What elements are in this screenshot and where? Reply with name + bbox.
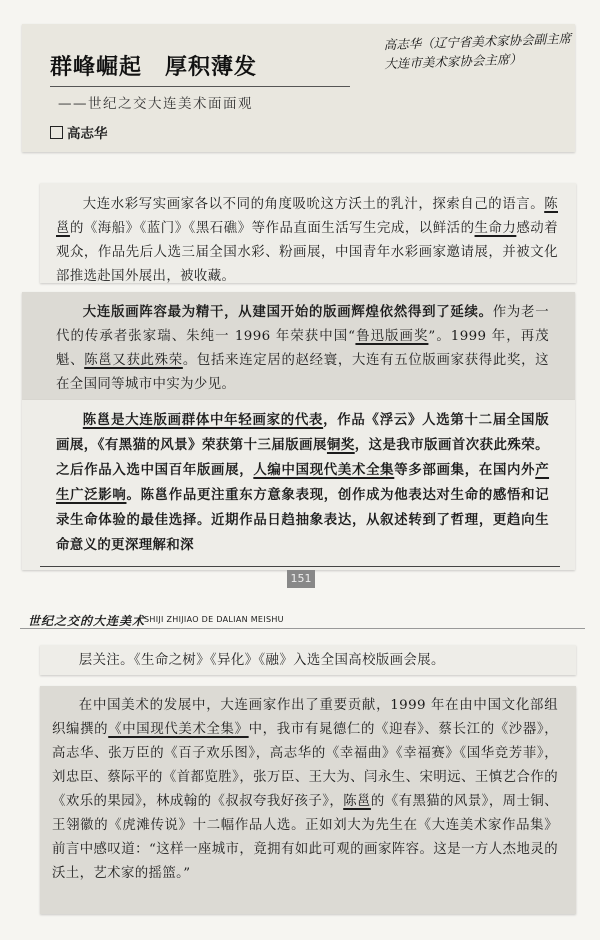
page-number: 151: [287, 570, 315, 588]
folio-bottom-rule: [20, 628, 585, 629]
highlight-representative: 陈邕是大连版画群体中年轻画家的代表: [82, 412, 324, 428]
paragraph-contribution: 在中国美术的发展中，大连画家作出了重要贡献，1999 年在由中国文化部组织编撰的《中国现代美术全集》中，我市有晁德仁的《迎春》、蔡长江的《沙器》，高志华、张万臣的《百子欢乐图》，高志华的《幸福曲》《幸福赛》《国华竞芳菲》，刘忠臣、蔡际平的《首都览胜》，张万臣、王大为、闫永生、宋明远、王慎艺合作的《欢乐的果园》，林成翰的《叔叔夸我好孩子》，陈邕的《有黑猫的风景》，周士铜、王翎徽的《虎滩传说》十二幅作品人选。正如刘大为先生在《大连美术家作品集》前言中感叹道：“这样一座城市，竟拥有如此可观的画家阵容。这是一方人杰地灵的沃土，艺术家的摇篮。”: [52, 698, 558, 881]
running-title-pinyin: SHIJI ZHIJIAO DE DALIAN MEISHU: [144, 615, 284, 624]
folio-rule: [40, 566, 560, 567]
paragraph-watercolor: 大连水彩写实画家各以不同的角度吸吮这方沃土的乳汁，探索自己的语言。陈邕的《海船》《蓝门》《黑石礁》等作品直面生活写生完成，以鲜活的生命力感动着观众，作品先后人选三届全国水彩、粉画展，中国青年水彩画家邀请展，并被文化部推选赴国外展出，被收藏。: [56, 197, 559, 283]
page-folio: [20, 566, 585, 630]
author-name: 高志华: [67, 126, 108, 142]
paragraph-continued: 层关注。《生命之树》《异化》《融》入选全国高校版画会展。: [78, 653, 445, 668]
highlight-bronze: 铜奖: [326, 437, 355, 453]
article-header-clipping: [22, 24, 575, 152]
author-line: [50, 122, 108, 142]
article-subtitle: ——世纪之交大连美术面面观: [58, 96, 253, 112]
handwritten-annotation: 高志华（辽宁省美术家协会副主席 大连市美术家协会主席）: [383, 30, 572, 72]
highlight-chen-yong: 陈邕: [56, 197, 558, 236]
highlight-award-again: 陈邕又获此殊荣: [84, 353, 183, 368]
paragraph-printmaking: 大连版画阵容最为精干，从建国开始的版画辉煌依然得到了延续。作为老一代的传承者张家瑞、朱纯一 1996 年荣获中国“鲁迅版画奖”。1999 年，再茂魁、陈邕又获此殊荣。包括来连定居的赵经寰，大连有五位版画家获得此奖，这在全国同等城市中实为少见。: [56, 304, 549, 392]
highlight-modern-art-anthology: 《中国现代美术全集》: [108, 722, 249, 737]
title-divider: [50, 86, 350, 87]
running-title: 世纪之交的大连美术: [28, 614, 146, 628]
square-bullet-icon: [50, 126, 63, 139]
article-title: 群峰崛起 厚积薄发: [50, 54, 258, 80]
highlight-influence: 产生广泛影响: [56, 462, 550, 503]
paragraph-clipping-printmaking: [22, 292, 575, 400]
paragraph-clipping-watercolor: [40, 183, 576, 283]
paragraph-clipping-chen-yong: [22, 400, 575, 570]
highlight-anthology: 人编中国现代美术全集: [253, 462, 395, 478]
paragraph-clipping-continued: [40, 645, 576, 675]
highlight-chen-yong-2: 陈邕: [343, 794, 371, 809]
highlight-luxun-award: 鲁迅版画奖: [355, 329, 429, 344]
paragraph-clipping-contribution: [40, 686, 576, 914]
highlight-vitality: 生命力: [474, 221, 517, 236]
paragraph-chen-yong: 陈邕是大连版画群体中年轻画家的代表，作品《浮云》人选第十二届全国版画展，《有黑猫的风景》荣获第十三届版画展铜奖，这是我市版画首次获此殊荣。之后作品入选中国百年版画展，人编中国现代美术全集等多部画集，在国内外产生广泛影响。陈邕作品更注重东方意象表现，创作成为他表达对生命的感悟和记录生命体验的最佳选择。近期作品日趋抽象表达，从叙述转到了哲理，更趋向生命意义的更深理解和深: [56, 412, 550, 553]
